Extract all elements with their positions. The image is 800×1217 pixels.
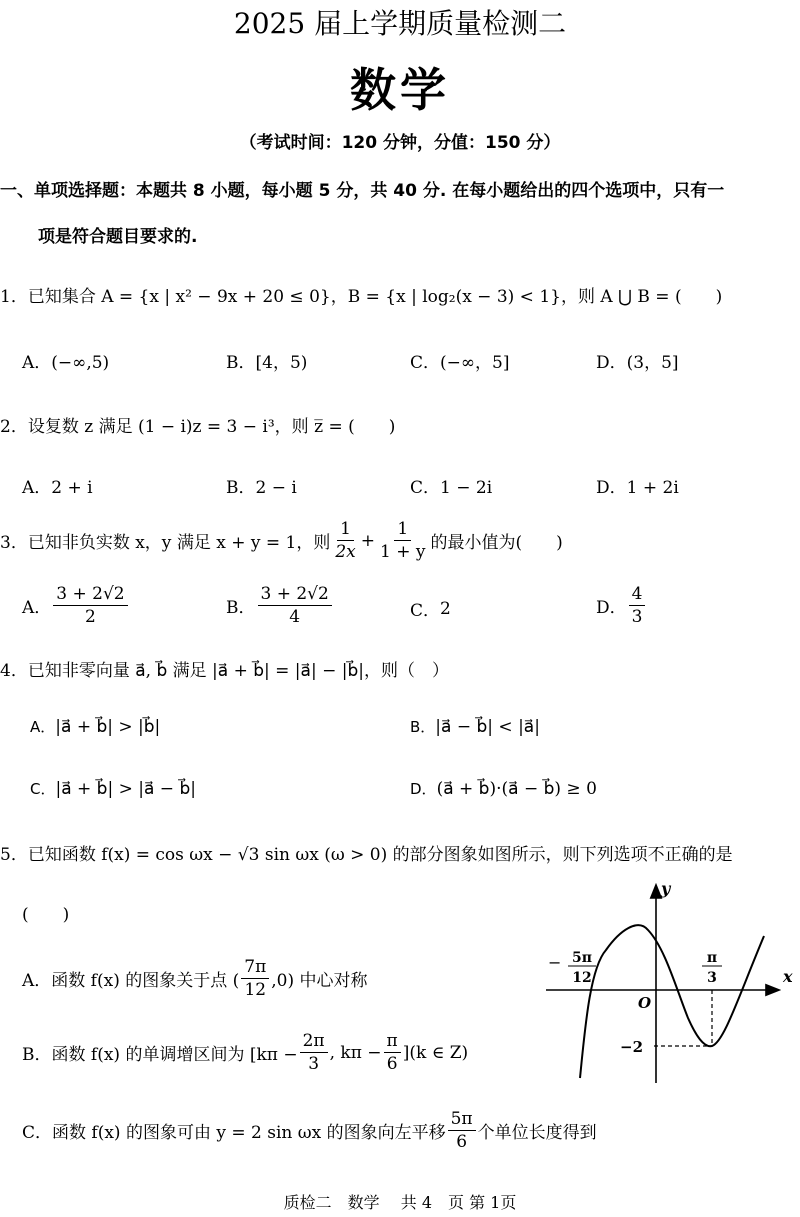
question-3-option-d	[596, 583, 647, 628]
option-label: A．	[30, 718, 56, 736]
question-3-stem	[0, 518, 563, 563]
fraction-numerator: 2π	[300, 1030, 328, 1053]
option-label: C．	[410, 601, 441, 621]
option-label: A．	[22, 598, 52, 618]
question-1-option-c: C．(−∞，5]	[410, 353, 510, 373]
question-1-option-d: D．(3，5]	[596, 353, 679, 373]
question-5-option-b	[22, 1030, 468, 1075]
option-text: |a⃗ + b⃗| > |b⃗|	[55, 717, 161, 737]
question-4-option-b	[410, 716, 540, 737]
left-label-numerator: 5π	[572, 950, 592, 966]
option-text-pre: B．函数 f(x) 的单调增区间为 [kπ −	[22, 1045, 298, 1065]
option-text: |a⃗ − b⃗| < |a⃗|	[435, 717, 540, 737]
question-5-stem: 5．已知函数 f(x) = cos ωx − √3 sin ωx (ω > 0) 的部分图象如图所示，则下列选项不正确的是	[0, 845, 733, 865]
question-3-option-a	[22, 583, 130, 628]
option-label: D．	[596, 598, 627, 618]
left-label-denominator: 12	[572, 970, 592, 986]
option-text: (a⃗ + b⃗)·(a⃗ − b⃗) ≥ 0	[436, 779, 597, 799]
question-5-option-a	[22, 956, 368, 1001]
option-text-post: 个单位长度得到	[477, 1123, 597, 1143]
question-4-stem: 4．已知非零向量 a⃗, b⃗ 满足 |a⃗ + b⃗| = |a⃗| − |b⃗|，则（ ）	[0, 661, 449, 681]
option-fraction	[384, 1030, 401, 1075]
fraction-numerator: 4	[629, 583, 646, 606]
left-label-sign: −	[548, 953, 562, 972]
option-label: C．	[30, 780, 56, 798]
question-5-option-c	[22, 1108, 597, 1153]
fraction-denominator: 2	[85, 607, 96, 627]
option-value: 2	[440, 598, 451, 619]
fraction-denominator: 6	[456, 1132, 468, 1152]
fraction-numerator: 3 + 2√2	[258, 583, 332, 606]
question-2-stem: 2．设复数 z 满足 (1 − i)z = 3 − i³，则 z̅ = ( )	[0, 417, 396, 437]
fraction-denominator: 2x	[335, 542, 356, 562]
section-heading-line1: 一、单项选择题：本题共 8 小题，每小题 5 分，共 40 分. 在每小题给出的四个选项中，只有一	[0, 181, 725, 201]
question-4-option-d	[410, 778, 597, 799]
question-5-paren: ( )	[22, 905, 70, 925]
y-axis-label: y	[661, 879, 671, 898]
question-4-option-a	[30, 716, 160, 737]
option-text-post: ,0) 中心对称	[271, 971, 368, 991]
question-3-stem-post: 的最小值为( )	[430, 533, 563, 553]
subject-title: 数学	[350, 63, 450, 117]
right-label-denominator: 3	[707, 970, 717, 986]
function-graph	[540, 878, 793, 1088]
fraction-denominator: 6	[386, 1054, 398, 1074]
origin-label: O	[638, 994, 652, 1012]
option-text-pre: A．函数 f(x) 的图象关于点 (	[22, 971, 240, 991]
function-curve	[580, 925, 764, 1078]
question-2-option-b: B．2 − i	[226, 478, 297, 498]
plus-sign: +	[360, 530, 375, 551]
exam-title: 2025 届上学期质量检测二	[233, 7, 567, 40]
question-1-option-b: B．[4，5)	[226, 353, 308, 373]
option-fraction	[258, 583, 332, 628]
question-1-stem: 1．已知集合 A = {x | x² − 9x + 20 ≤ 0}，B = {x | log₂(x − 3) < 1}，则 A ⋃ B = ( )	[0, 287, 723, 307]
fraction-numerator: 5π	[448, 1108, 476, 1131]
option-text-mid: , kπ −	[329, 1042, 382, 1063]
option-fraction	[241, 956, 269, 1001]
question-2-option-a: A．2 + i	[22, 478, 93, 498]
question-2-option-c: C．1 − 2i	[410, 478, 493, 498]
fraction-numerator: 1	[394, 518, 411, 541]
fraction-denominator: 3	[308, 1054, 320, 1074]
min-value-label: −2	[620, 1038, 644, 1056]
fraction-denominator: 3	[631, 607, 643, 627]
option-text-post: ](k ∈ Z)	[402, 1042, 469, 1063]
exam-info: （考试时间：120 分钟，分值：150 分）	[239, 133, 561, 153]
option-label: B．	[226, 598, 256, 618]
question-1-option-a: A．(−∞,5)	[22, 353, 110, 373]
question-2-option-d: D．1 + 2i	[596, 478, 679, 498]
option-text: |a⃗ + b⃗| > |a⃗ − b⃗|	[55, 779, 196, 799]
question-3-fraction-2	[377, 518, 428, 563]
option-fraction	[53, 583, 127, 628]
fraction-numerator: 3 + 2√2	[53, 583, 127, 606]
question-3-option-b	[226, 583, 334, 628]
question-3-stem-pre: 3．已知非负实数 x，y 满足 x + y = 1，则	[0, 533, 331, 553]
option-fraction	[629, 583, 646, 628]
fraction-denominator: 12	[244, 980, 267, 1000]
page-footer: 质检二 数学 共 4 页 第 1页	[283, 1193, 517, 1212]
option-label: B．	[410, 718, 436, 736]
question-3-fraction-1	[332, 518, 358, 563]
question-4-option-c	[30, 778, 196, 799]
question-3-option-c	[410, 596, 451, 621]
fraction-numerator: 1	[337, 518, 354, 541]
option-label: D．	[410, 780, 437, 798]
option-text-pre: C．函数 f(x) 的图象可由 y = 2 sin ωx 的图象向左平移	[22, 1123, 446, 1143]
fraction-denominator: 1 + y	[380, 542, 426, 562]
fraction-denominator: 4	[289, 607, 301, 627]
fraction-numerator: 7π	[241, 956, 269, 979]
x-axis-label: x	[783, 967, 793, 986]
section-heading-line2: 项是符合题目要求的.	[38, 227, 198, 247]
right-label-numerator: π	[706, 950, 718, 966]
option-fraction	[300, 1030, 328, 1075]
fraction-numerator: π	[384, 1030, 401, 1053]
option-fraction	[448, 1108, 476, 1153]
